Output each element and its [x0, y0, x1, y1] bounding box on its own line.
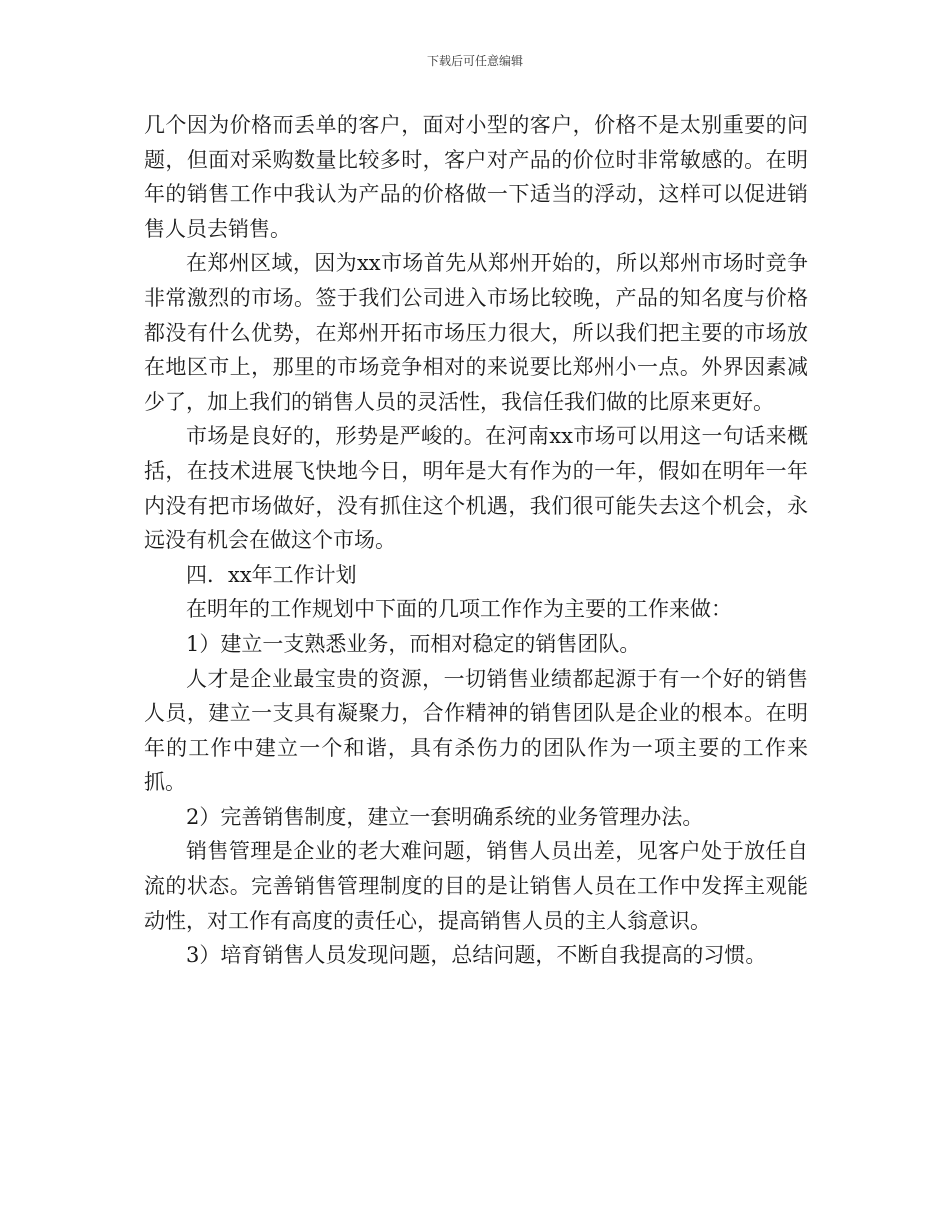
- paragraph: 销售管理是企业的老大难问题，销售人员出差，见客户处于放任自流的状态。完善销售管理制度的目的是让销售人员在工作中发挥主观能动性，对工作有高度的责任心，提高销售人员的主人翁意识。: [144, 839, 808, 933]
- document-body: [144, 108, 808, 973]
- page-header: 下载后可任意编辑: [426, 54, 523, 68]
- paragraph: 市场是良好的，形势是严峻的。在河南xx市场可以用这一句话来概括，在技术进展飞快地今日，明年是大有作为的一年，假如在明年一年内没有把市场做好，没有抓住这个机遇，我们很可能失去这个机会，永远没有机会在做这个市场。: [144, 424, 808, 553]
- paragraph: 在明年的工作规划中下面的几项工作作为主要的工作来做：: [186, 597, 732, 622]
- paragraph: 几个因为价格而丢单的客户，面对小型的客户，价格不是太别重要的问题，但面对采购数量比较多时，客户对产品的价位时非常敏感的。在明年的销售工作中我认为产品的价格做一下适当的浮动，这样可以促进销售人员去销售。: [144, 113, 808, 241]
- section-heading: 四．xx年工作计划: [186, 562, 357, 587]
- list-item: 1）建立一支熟悉业务，而相对稳定的销售团队。: [186, 631, 641, 656]
- paragraph: 在郑州区域，因为xx市场首先从郑州开始的，所以郑州市场时竞争非常激烈的市场。签于我们公司进入市场比较晚，产品的知名度与价格都没有什么优势，在郑州开拓市场压力很大，所以我们把主要的市场放在地区市上，那里的市场竞争相对的来说要比郑州小一点。外界因素减少了，加上我们的销售人员的灵活性，我信任我们做的比原来更好。: [144, 251, 808, 414]
- paragraph: 人才是企业最宝贵的资源，一切销售业绩都起源于有一个好的销售人员，建立一支具有凝聚力，合作精神的销售团队是企业的根本。在明年的工作中建立一个和谐，具有杀伤力的团队作为一项主要的工作来抓。: [144, 666, 808, 795]
- list-item: 3）培育销售人员发现问题，总结问题，不断自我提高的习惯。: [186, 943, 767, 968]
- list-item: 2）完善销售制度，建立一套明确系统的业务管理办法。: [186, 804, 704, 829]
